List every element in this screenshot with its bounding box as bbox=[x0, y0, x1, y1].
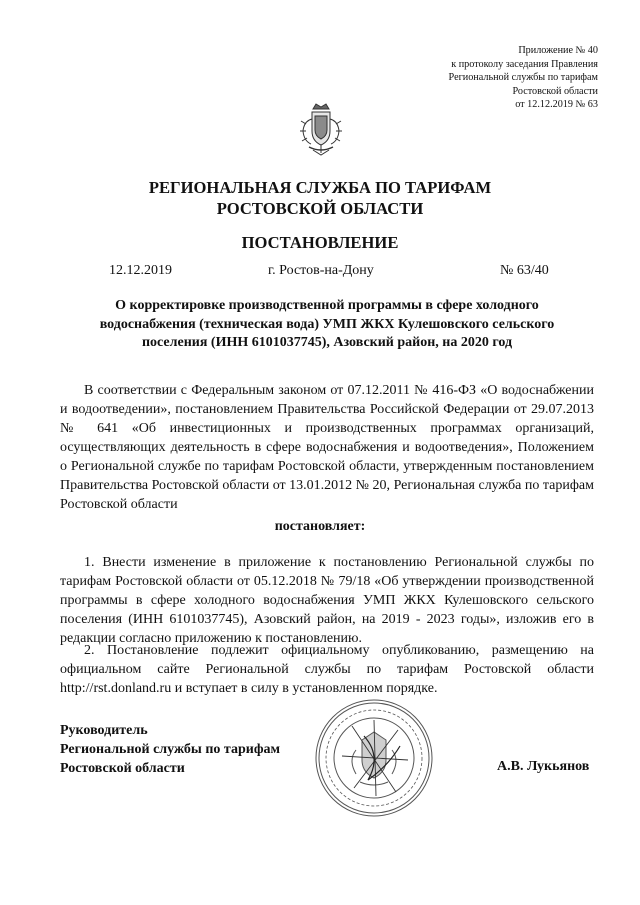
preamble-paragraph: В соответствии с Федеральным законом от 07.12.2011 № 416-ФЗ «О водоснабжении и водоотведении», постановлением Правительства Российской Федерации от 29.07.2013 № 641 «Об инвестиционных и производственных программах организаций, осуществляющих деятельность в сфере водоснабжения и водоотведения», Положением о Региональной службе по тарифам Ростовской области, утвержденным постановлением Правительства Ростовской области от 13.01.2012 № 20, Региональная служба по тарифам Ростовской области bbox=[60, 383, 594, 512]
document-number: № 63/40 bbox=[500, 263, 549, 278]
document-subject bbox=[60, 297, 594, 353]
subject-line: поселения (ИНН 6101037745), Азовский район, на 2020 год bbox=[141, 335, 513, 350]
signer-position-line: Региональной службы по тарифам bbox=[60, 742, 281, 757]
appendix-line: Приложение № 40 bbox=[518, 45, 598, 56]
signer-position-line: Руководитель bbox=[60, 723, 148, 738]
resolves-heading: постановляет: bbox=[274, 519, 366, 534]
subject-line: водоснабжения (техническая вода) УМП ЖКХ Кулешовского сельского bbox=[99, 316, 555, 332]
coat-of-arms-icon bbox=[299, 101, 343, 157]
appendix-line: Ростовской области bbox=[512, 85, 598, 97]
subject-line: О корректировке производственной программы в сфере холодного bbox=[115, 298, 539, 313]
organization-name-line: РОСТОВСКОЙ ОБЛАСТИ bbox=[216, 199, 424, 218]
organization-name-line: РЕГИОНАЛЬНАЯ СЛУЖБА ПО ТАРИФАМ bbox=[148, 178, 492, 197]
official-seal-icon bbox=[312, 696, 436, 820]
appendix-line: к протоколу заседания Правления bbox=[451, 58, 598, 70]
appendix-line: Региональной службы по тарифам bbox=[448, 72, 598, 84]
resolution-item-1: 1. Внести изменение в приложение к постановлению Региональной службы по тарифам Ростовской области от 05.12.2018 № 79/18 «Об утверждении производственной программы в сфере холодного водоснабжения УМП ЖКХ Кулешовского сельского поселения (ИНН 6101037745), Азовский район, на 2019 - 2023 годы», изложив его в редакции согласно приложению к постановлению. bbox=[60, 555, 594, 646]
resolution-item-2: 2. Постановление подлежит официальному опубликованию, размещению на официальном сайте Региональной службы по тарифам Ростовской области http://rst.donland.ru и вступает в силу в установленном порядке. bbox=[60, 643, 594, 696]
organization-name bbox=[0, 177, 640, 219]
document-type: ПОСТАНОВЛЕНИЕ bbox=[241, 233, 399, 252]
document-date: 12.12.2019 bbox=[109, 263, 172, 278]
signer-position-line: Ростовской области bbox=[60, 761, 185, 776]
appendix-note bbox=[338, 44, 598, 112]
document-city: г. Ростов-на-Дону bbox=[268, 263, 374, 278]
signer-position bbox=[60, 721, 280, 778]
appendix-line: от 12.12.2019 № 63 bbox=[515, 99, 598, 111]
signer-name: А.В. Лукьянов bbox=[497, 759, 590, 774]
